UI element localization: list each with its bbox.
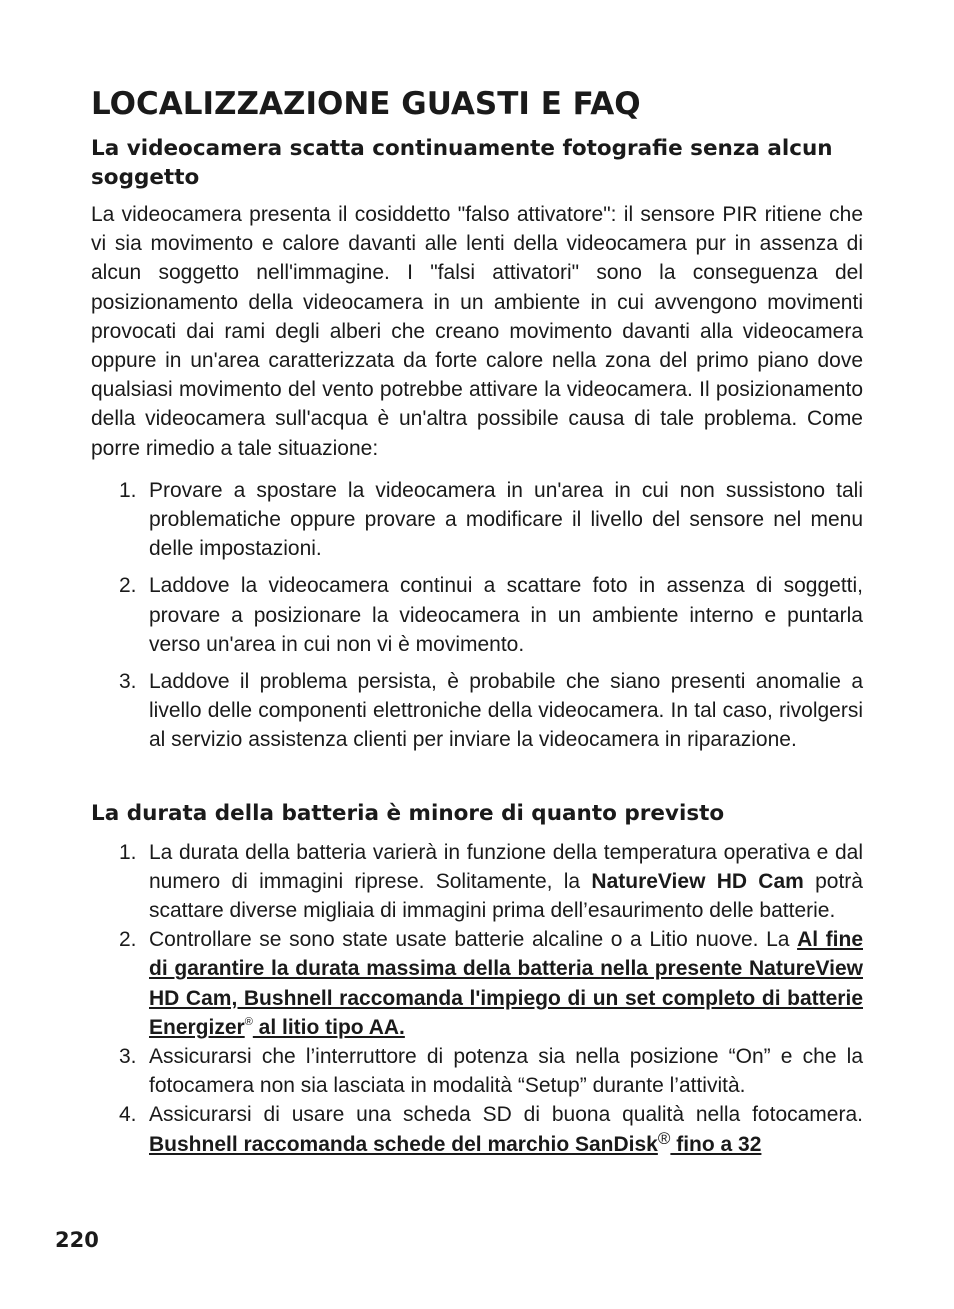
list-number: 1. [119, 478, 137, 502]
page-title: LOCALIZZAZIONE GUASTI E FAQ [91, 86, 641, 122]
list-item [91, 1100, 863, 1158]
list-item [91, 571, 863, 659]
battery-recommendation: Al fine di garantire la durata massima della batteria nella presente NatureView HD Cam, Bushnell raccomanda l'impiego di un set completo di batterie Energizer [149, 928, 863, 1039]
list-number: 3. [119, 670, 137, 694]
battery-life-steps [91, 838, 863, 1159]
list-item [91, 476, 863, 564]
list-item-text: Controllare se sono state usate batterie alcaline o a Litio nuove. La [149, 928, 798, 952]
list-item [91, 925, 863, 1042]
list-item [91, 667, 863, 755]
registered-mark: ® [244, 1015, 253, 1028]
sd-card-recommendation-tail: fino a 32 [670, 1132, 762, 1156]
section-heading-false-trigger: La videocamera scatta continuamente fotografie senza alcun soggetto [91, 136, 833, 190]
page-number: 220 [55, 1228, 99, 1252]
manual-page [91, 84, 863, 1159]
sd-card-recommendation: Bushnell raccomanda schede del marchio SanDisk [149, 1132, 658, 1156]
list-number: 4. [119, 1103, 137, 1127]
list-item-text: Assicurarsi che l’interruttore di potenza sia nella posizione “On” e che la fotocamera non sia lasciata in modalità “Setup” durante l’attività. [149, 1045, 863, 1098]
section-paragraph-false-trigger: La videocamera presenta il cosiddetto "falso attivatore": il sensore PIR ritiene che vi sia movimento e calore davanti alle lenti della videocamera pur in assenza di alcun soggetto nell'immagine. I "falsi attivatori" sono la conseguenza del posizionamento della videocamera in un ambiente in cui avvengono movimenti provocati dai rami degli alberi che creano movimento davanti alla videocamera oppure in un'area caratterizzata da forte calore nella zona del primo piano dove qualsiasi movimento del vento potrebbe attivare la videocamera. Il posizionamento della videocamera sull'acqua è un'altra possibile causa di tale problema. Come porre rimedio a tale situazione: [91, 203, 863, 460]
list-item-text: Assicurarsi di usare una scheda SD di buona qualità nella fotocamera. [149, 1103, 863, 1127]
list-item-text: potrà scattare diverse migliaia di immagini prima dell’esaurimento delle batterie. [149, 869, 863, 923]
list-number: 2. [119, 574, 137, 598]
false-trigger-steps [91, 476, 863, 755]
list-number: 3. [119, 1045, 137, 1069]
section-heading-battery-life: La durata della batteria è minore di quanto previsto [91, 800, 725, 826]
battery-recommendation-tail: al litio tipo AA. [252, 1015, 405, 1039]
list-item-text: Provare a spostare la videocamera in un'area in cui non sussistono tali problematiche oppure provare a modificare il livello del sensore nel menu delle impostazioni. [149, 478, 863, 561]
list-item-text: Laddove il problema persista, è probabile che siano presenti anomalie a livello delle componenti elettroniche della videocamera. In tal caso, rivolgersi al servizio assistenza clienti per inviare la videocamera in riparazione. [149, 670, 863, 752]
list-item-text: La durata della batteria varierà in funzione della temperatura operativa e dal numero di immagini riprese. Solitamente, la [149, 840, 863, 893]
list-number: 2. [119, 928, 137, 952]
list-item-text: Laddove la videocamera continui a scattare foto in assenza di soggetti, provare a posizionare la videocamera in un ambiente interno e puntarla verso un'area in cui non vi è movimento. [149, 574, 863, 656]
product-name: NatureView HD Cam [591, 869, 804, 893]
list-item [91, 838, 863, 926]
list-item [91, 1042, 863, 1100]
list-number: 1. [119, 840, 137, 864]
registered-mark: ® [657, 1128, 671, 1148]
